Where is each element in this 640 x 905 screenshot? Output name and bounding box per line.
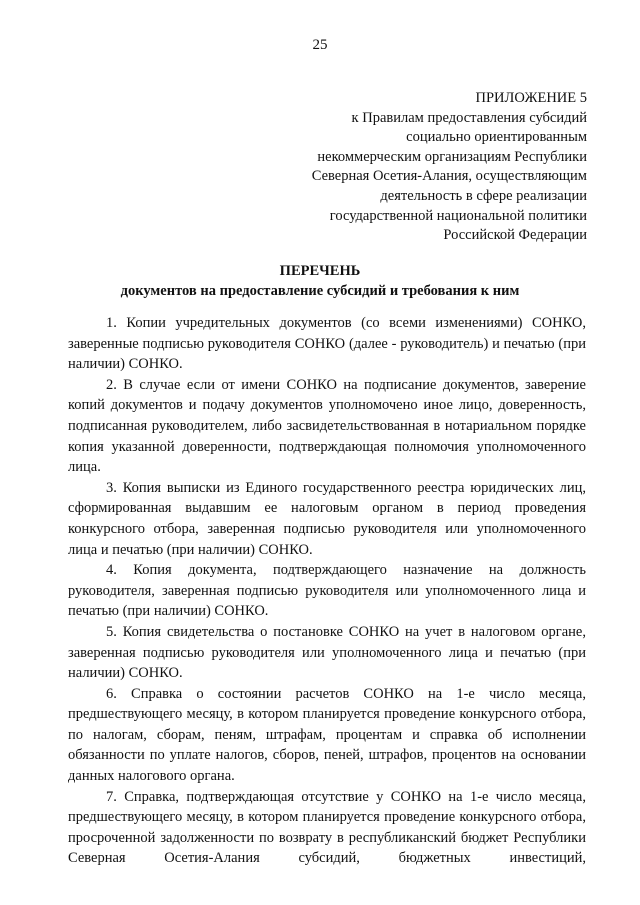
list-item-4: 4. Копия документа, подтверждающего назначение на должность руководителя, заверенная подписью руководителя или уполномоченного лица и печатью (при наличии) СОНКО. — [68, 562, 586, 620]
list-item-6: 6. Справка о состоянии расчетов СОНКО на 1-е число месяца, предшествующего месяцу, в котором планируется проведение конкурсного отбора, по налогам, сборам, пеням, штрафам, процентам и справка об исполнении обязанности по уплате налогов, сборов, пеней, штрафов, процентов на основании данных налогового органа. — [68, 685, 586, 785]
list-item-2: 2. В случае если от имени СОНКО на подписание документов, заверение копий документов и подачу документов уполномочено иное лицо, доверенность, подписанная руководителем, либо засвидетельствованная в нотариальном порядке копия указанной доверенности, подтверждающая полномочия уполномоченного лица. — [68, 376, 586, 476]
appendix-line: некоммерческим организациям Республики — [317, 148, 587, 165]
document-subtitle: документов на предоставление субсидий и требования к ним — [120, 283, 520, 299]
list-item-7: 7. Справка, подтверждающая отсутствие у СОНКО на 1-е число месяца, предшествующего месяцу, в котором планируется проведение конкурсного отбора, просроченной задолженности по возврату в республиканский бюджет Республики Северная Осетия-Алания субсидий, бюджетных инвестиций, — [68, 788, 586, 867]
list-item-1: 1. Копии учредительных документов (со всеми изменениями) СОНКО, заверенные подписью руководителя СОНКО (далее - руководитель) и печатью (при наличии) СОНКО. — [68, 315, 586, 373]
appendix-header — [257, 89, 587, 246]
document-body — [68, 313, 586, 869]
appendix-line: Северная Осетия-Алания, осуществляющим — [311, 168, 587, 185]
appendix-line: к Правилам предоставления субсидий — [351, 109, 587, 126]
appendix-line: социально ориентированным — [406, 129, 587, 146]
list-item-3: 3. Копия выписки из Единого государственного реестра юридических лиц, сформированная выдавшим ее налоговым органом в период проведения конкурсного отбора, заверенная подписью руководителя или уполномоченного лица и печатью (при наличии) СОНКО. — [68, 479, 586, 558]
page-number: 25 — [312, 37, 328, 53]
document-title: ПЕРЕЧЕНЬ — [279, 263, 361, 279]
appendix-line: деятельность в сфере реализации — [380, 187, 587, 204]
appendix-line: государственной национальной политики — [329, 207, 587, 224]
appendix-line: ПРИЛОЖЕНИЕ 5 — [475, 90, 587, 106]
list-item-5: 5. Копия свидетельства о постановке СОНКО на учет в налоговом органе, заверенная подписью руководителя или уполномоченного лица и печатью (при наличии) СОНКО. — [68, 623, 586, 682]
appendix-line: Российской Федерации — [443, 227, 587, 244]
